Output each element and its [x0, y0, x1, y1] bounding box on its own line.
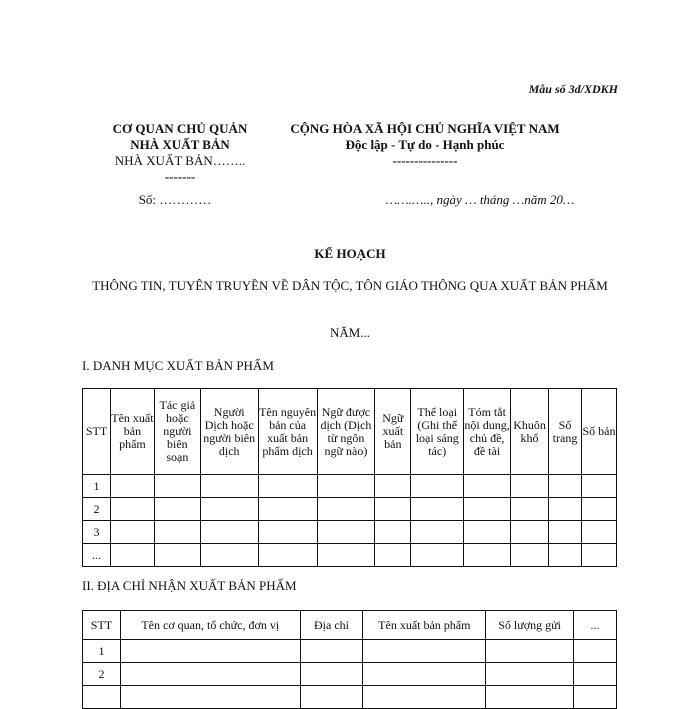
table-cell[interactable] [549, 521, 582, 544]
table-cell[interactable] [110, 521, 154, 544]
form-number: Mẫu số 3d/XDKH [528, 82, 618, 96]
table-cell[interactable] [110, 498, 154, 521]
table-cell[interactable] [317, 475, 375, 498]
column-header: STT [83, 389, 111, 475]
table-cell[interactable] [154, 544, 200, 567]
right-divider: --------------- [392, 153, 458, 168]
table-cell[interactable] [486, 686, 574, 709]
left-divider: ------- [164, 169, 196, 184]
table-cell[interactable] [110, 475, 154, 498]
table-cell[interactable] [258, 521, 317, 544]
table-cell[interactable] [581, 475, 616, 498]
table-cell[interactable] [317, 498, 375, 521]
table-cell[interactable] [154, 498, 200, 521]
issuing-agency-block [80, 121, 280, 185]
document-title: KẾ HOẠCH [314, 246, 386, 261]
table-cell[interactable] [581, 544, 616, 567]
column-header: Số lượng gửi [486, 611, 574, 640]
table-cell[interactable] [120, 663, 300, 686]
table-cell[interactable] [411, 475, 464, 498]
table-cell[interactable] [581, 498, 616, 521]
column-header: Tóm tắt nội dung, chủ đề, đề tài [464, 389, 511, 475]
table-cell[interactable] [574, 686, 617, 709]
table-cell[interactable] [464, 498, 511, 521]
table-cell[interactable] [154, 521, 200, 544]
table-cell[interactable] [574, 663, 617, 686]
table-cell[interactable] [258, 544, 317, 567]
table-cell[interactable] [549, 498, 582, 521]
column-header: Tên nguyên bản của xuất bản phẩm dịch [258, 389, 317, 475]
table-cell[interactable] [200, 521, 258, 544]
row-number: ... [83, 544, 111, 567]
column-header: Thể loại (Ghi thể loại sáng tác) [411, 389, 464, 475]
table-row [83, 663, 617, 686]
table-cell[interactable] [511, 544, 549, 567]
column-header: Tên cơ quan, tổ chức, đơn vị [120, 611, 300, 640]
table-cell[interactable] [363, 640, 486, 663]
republic-title: CỘNG HÒA XÃ HỘI CHỦ NGHĨA VIỆT NAM [290, 121, 560, 136]
table-cell[interactable] [511, 498, 549, 521]
column-header: Tác giả hoặc người biên soạn [154, 389, 200, 475]
table-cell[interactable] [464, 521, 511, 544]
national-motto: Độc lập - Tự do - Hạnh phúc [345, 137, 505, 152]
column-header: Khuôn khổ [511, 389, 549, 475]
table-cell[interactable] [549, 544, 582, 567]
table-cell[interactable] [375, 498, 411, 521]
table-cell[interactable] [154, 475, 200, 498]
table-cell[interactable] [363, 686, 486, 709]
table-cell[interactable] [549, 475, 582, 498]
table-cell[interactable] [317, 521, 375, 544]
table-cell[interactable] [464, 475, 511, 498]
table-cell[interactable] [411, 498, 464, 521]
table-cell[interactable] [300, 686, 363, 709]
publisher-name: NHÀ XUẤT BẢN…….. [114, 153, 246, 168]
recipient-address-table [82, 610, 617, 709]
table-cell[interactable] [317, 544, 375, 567]
table-cell[interactable] [411, 544, 464, 567]
row-number: 1 [83, 640, 121, 663]
column-header: Ngữ xuất bản [375, 389, 411, 475]
table-cell[interactable] [581, 521, 616, 544]
table-cell[interactable] [120, 686, 300, 709]
table-cell[interactable] [574, 640, 617, 663]
section-heading-recipients: II. ĐỊA CHỈ NHẬN XUẤT BẢN PHẨM [82, 578, 297, 593]
table-cell[interactable] [363, 663, 486, 686]
column-header: Số bản [581, 389, 616, 475]
column-header: Số trang [549, 389, 582, 475]
table-cell[interactable] [375, 475, 411, 498]
table-cell[interactable] [486, 640, 574, 663]
row-number: 2 [83, 663, 121, 686]
document-year: NĂM... [329, 325, 371, 340]
table-cell[interactable] [258, 475, 317, 498]
table-cell[interactable] [300, 663, 363, 686]
table-row [83, 475, 617, 498]
table-cell[interactable] [110, 544, 154, 567]
table-cell[interactable] [375, 544, 411, 567]
column-header: Người Dịch hoặc người biên dịch [200, 389, 258, 475]
column-header: Tên xuất bản phẩm [110, 389, 154, 475]
agency-label: CƠ QUAN CHỦ QUẢN [112, 121, 248, 136]
table-cell[interactable] [411, 521, 464, 544]
section-heading-publications: I. DANH MỤC XUẤT BẢN PHẨM [82, 358, 274, 373]
publication-list-table [82, 388, 617, 567]
table-row [83, 521, 617, 544]
column-header: Ngữ được dịch (Dịch từ ngôn ngữ nào) [317, 389, 375, 475]
table-cell[interactable] [258, 498, 317, 521]
table-cell[interactable] [511, 521, 549, 544]
table-header-row [83, 611, 617, 640]
column-header: Tên xuất bản phẩm [363, 611, 486, 640]
publisher-label: NHÀ XUẤT BẢN [130, 137, 230, 152]
table-cell[interactable] [300, 640, 363, 663]
table-cell[interactable] [120, 640, 300, 663]
row-number: 2 [83, 498, 111, 521]
row-number: 1 [83, 475, 111, 498]
date-line: …….….., ngày … tháng …năm 20… [385, 192, 575, 207]
table-row [83, 498, 617, 521]
column-header: ... [574, 611, 617, 640]
table-cell[interactable] [200, 544, 258, 567]
document-number: Số: ………… [138, 192, 212, 207]
table-row [83, 686, 617, 709]
document-subtitle: THÔNG TIN, TUYÊN TRUYỀN VỀ DÂN TỘC, TÔN GIÁO THÔNG QUA XUẤT BẢN PHẨM [92, 278, 608, 293]
row-number: 3 [83, 521, 111, 544]
table-cell[interactable] [464, 544, 511, 567]
table-row [83, 640, 617, 663]
column-header: Địa chỉ [300, 611, 363, 640]
table-cell[interactable] [200, 475, 258, 498]
table-cell[interactable] [375, 521, 411, 544]
table-cell[interactable] [511, 475, 549, 498]
column-header: STT [83, 611, 121, 640]
table-header-row [83, 389, 617, 475]
table-cell[interactable] [200, 498, 258, 521]
table-cell[interactable] [486, 663, 574, 686]
row-number [83, 686, 121, 709]
table-row [83, 544, 617, 567]
national-header-block [270, 121, 580, 169]
